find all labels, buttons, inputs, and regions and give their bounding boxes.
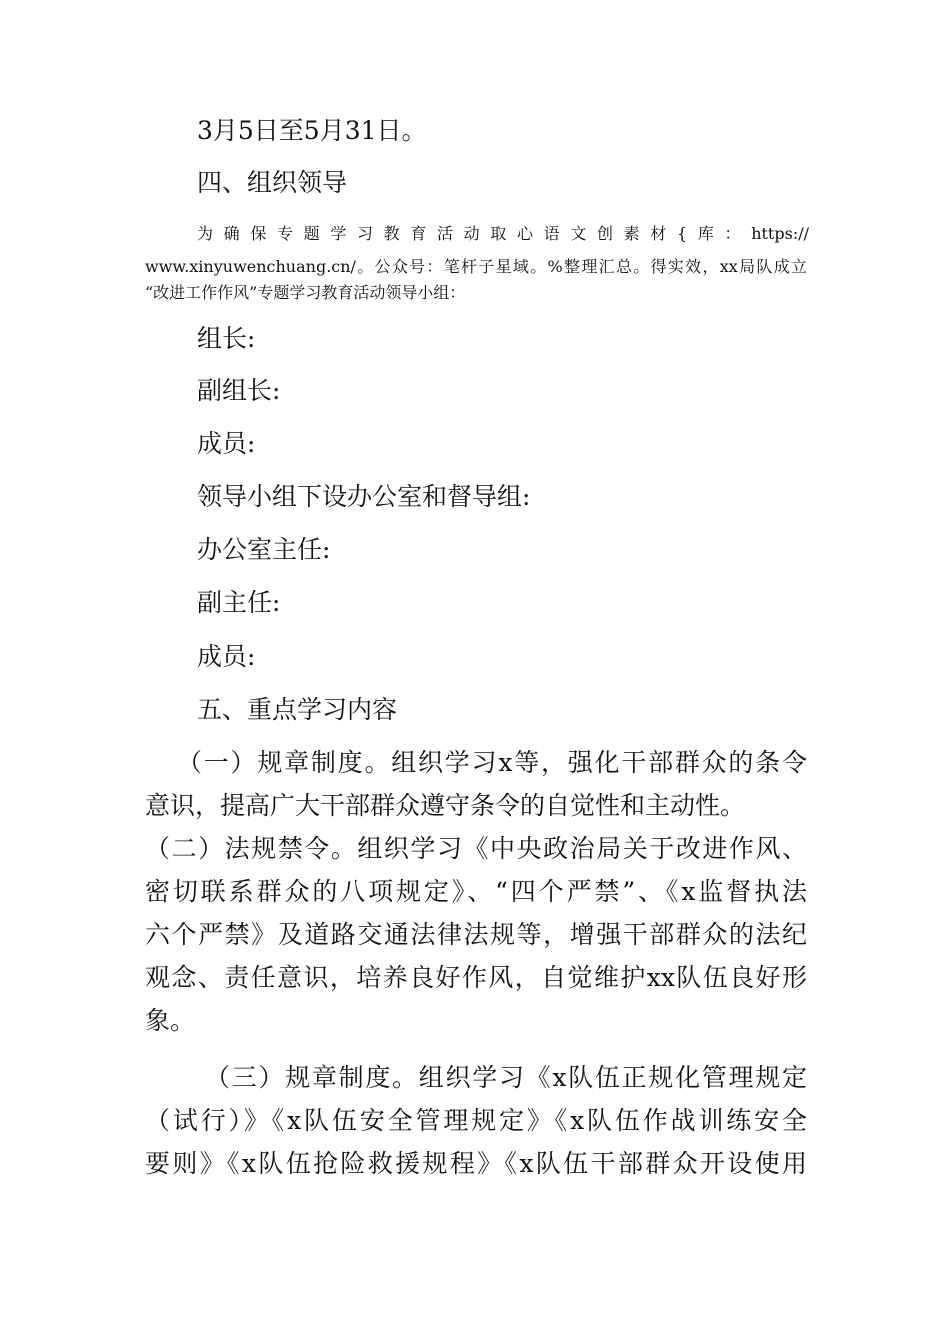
role-office-director: 办公室主任: [197,535,331,564]
role-members-1: 成员: [197,429,256,458]
item-3-line-1: （三）规章制度。组织学习《x队伍正规化管理规定 [205,1063,807,1092]
date-range-text: 3月5日至5月31日。 [197,116,427,145]
role-members-2: 成员: [197,642,256,671]
small-para-line-1: 为确保专题学习教育活动取心语文创素材{库：https:// [197,224,809,243]
item-2-line-4: 观念、责任意识，培养良好作风，自觉维护xx队伍良好形 [145,963,807,992]
item-3-line-3: 要则》《x队伍抢险救援规程》《x队伍干部群众开设使用 [145,1149,807,1178]
small-para-line-2: www.xinyuwenchuang.cn/。公众号：笔杆子星域。%整理汇总。得实效，xx局队成立 [145,257,807,276]
item-1-line-2: 意识，提高广大干部群众遵守条令的自觉性和主动性。 [145,791,746,820]
role-deputy-leader: 副组长: [197,376,281,405]
section-4-heading: 四、组织领导 [197,168,348,197]
small-para-line-3: “改进工作作风”专题学习教育活动领导小组： [145,283,466,302]
item-2-line-3: 六个严禁》及道路交通法律法规等，增强干部群众的法纪 [145,920,807,949]
role-deputy-director: 副主任: [197,588,281,617]
item-2-line-5: 象。 [145,1006,196,1035]
item-1-line-1: （一）规章制度。组织学习x等，强化干部群众的条令 [177,748,807,777]
item-2-line-1: （二）法规禁令。组织学习《中央政治局关于改进作风、 [145,834,807,863]
role-leader: 组长: [197,324,256,353]
item-2-line-2: 密切联系群众的八项规定》、“四个严禁”、《x监督执法 [145,877,807,906]
section-5-heading: 五、重点学习内容 [197,695,398,724]
item-3-line-2: （试行）》《x队伍安全管理规定》《x队伍作战训练安全 [145,1106,807,1135]
office-intro: 领导小组下设办公室和督导组: [197,482,531,511]
